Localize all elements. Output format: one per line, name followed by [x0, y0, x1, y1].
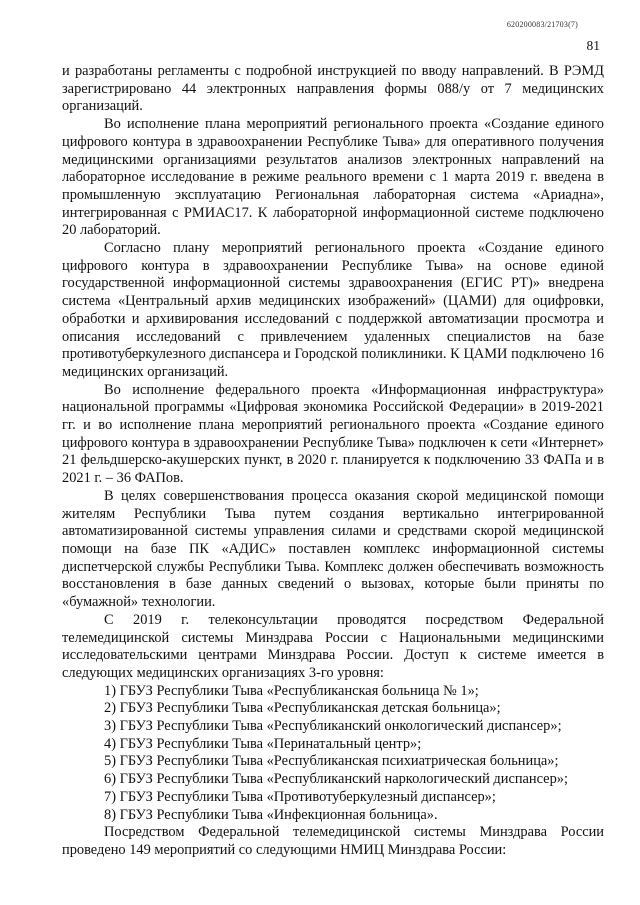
paragraph-ambulance-system: В целях совершенствования процесса оказания скорой медицинской помощи жителям Республики Тыва путем создания вертикально интегрированной автоматизированной системы управления силами и средствами скорой медицинской помощи на базе ПК «АДИС» поставлен комплекс информационной системы диспетчерской службы Республики Тыва. Комплекс должен обеспечивать возможность восстановления в базе данных сведений о вызовах, которые были приняты по «бумажной» технологии. [62, 487, 604, 611]
list-item: 8) ГБУЗ Республики Тыва «Инфекционная больница». [104, 806, 438, 823]
organization-list [62, 683, 604, 825]
list-item: 6) ГБУЗ Республики Тыва «Республиканский наркологический диспансер»; [104, 771, 568, 788]
list-item: 1) ГБУЗ Республики Тыва «Республиканская больница № 1»; [104, 682, 479, 699]
paragraph-internet-connection: Во исполнение федерального проекта «Информационная инфраструктура» национальной программы «Цифровая экономика Российской Федерации» в 2019-2021 гг. и во исполнение плана мероприятий регионального проекта «Создание единого цифрового контура в здравоохранении Республике Тыва» подключен к сети «Интернет» 21 фельдшерско-акушерских пункт, в 2020 г. планируется к подключению 33 ФАПа и в 2021 г. – 36 ФАПов. [62, 381, 604, 487]
list-item: 5) ГБУЗ Республики Тыва «Республиканская психиатрическая больница»; [104, 753, 559, 770]
list-item: 7) ГБУЗ Республики Тыва «Противотуберкулезный диспансер»; [104, 788, 496, 805]
document-body [62, 63, 604, 860]
paragraph-lab-system: Во исполнение плана мероприятий регионального проекта «Создание единого цифрового контура в здравоохранении Республике Тыва» для оперативного получения медицинскими организациями результатов анализов электронных направлений на лабораторное исследование в режиме реального времени с 1 марта 2019 г. введена в промышленную эксплуатацию Региональная лабораторная система «Ариадна», интегрированная с РМИАС17. К лабораторной информационной системе подключено 20 лабораторий. [62, 116, 604, 239]
list-item: 4) ГБУЗ Республики Тыва «Перинатальный центр»; [104, 735, 422, 752]
page-number: 81 [586, 38, 600, 53]
document-id: 620200083/21703(7) [506, 20, 578, 29]
paragraph-closing: Посредством Федеральной телемедицинской системы Минздрава России проведено 149 мероприятий со следующими НМИЦ Минздрава России: [62, 824, 604, 858]
list-item: 3) ГБУЗ Республики Тыва «Республиканский онкологический диспансер»; [104, 718, 562, 735]
list-item: 2) ГБУЗ Республики Тыва «Республиканская детская больница»; [104, 700, 501, 717]
paragraph-continuation: и разработаны регламенты с подробной инструкцией по вводу направлений. В РЭМД зарегистрировано 44 электронных направления формы 088/у от 7 медицинских организаций. [62, 63, 604, 115]
paragraph-image-archive: Согласно плану мероприятий регионального проекта «Создание единого цифрового контура в здравоохранении Республике Тыва» на основе единой государственной информационной системы здравоохранения (ЕГИС РТ)» внедрена система «Центральный архив медицинских изображений» (ЦАМИ) для оцифровки, обработки и архивирования исследований с поддержкой автоматизации просмотра и описания исследований с привлечением удаленных специалистов на базе противотуберкулезного диспансера и Городской поликлиники. К ЦАМИ подключено 16 медицинских организаций. [62, 240, 604, 380]
paragraph-teleconsultations: С 2019 г. телеконсультации проводятся посредством Федеральной телемедицинской системы Минздрава России с Национальными медицинскими исследовательскими центрами Минздрава России. Доступ к системе имеется в следующих медицинских организациях 3-го уровня: [62, 611, 604, 681]
